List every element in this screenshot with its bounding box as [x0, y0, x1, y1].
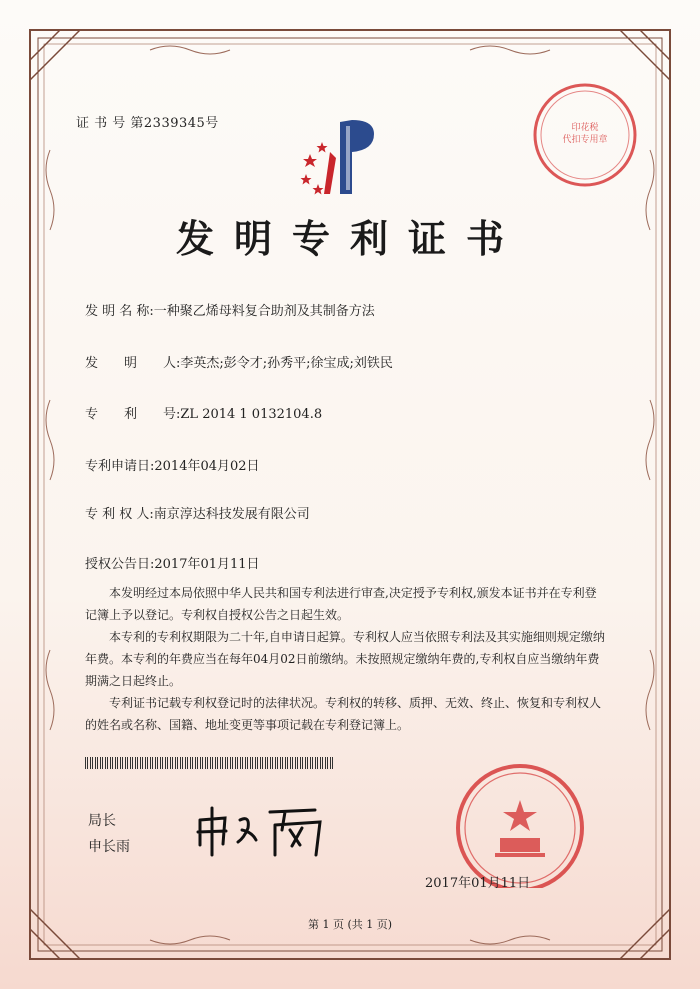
tax-seal	[530, 80, 640, 190]
barcode	[85, 757, 335, 769]
grant-date: 2017年01月11日	[154, 557, 260, 572]
patent-office-logo	[300, 112, 382, 202]
svg-text:印花税: 印花税	[571, 123, 599, 133]
body-paragraph: 本专利的专利权期限为二十年,自申请日起算。专利权人应当依照专利法及其实施细则规定缴纳年费。本专利的年费应当在每年04月02日前缴纳。未按照规定缴纳年费的,专利权自应当缴纳年费期满之日起终止。	[85, 630, 605, 688]
field-label: 发 明 名 称:	[85, 304, 154, 319]
svg-text:代扣专用章: 代扣专用章	[562, 135, 608, 145]
certificate-number: 证 书 号 第2339345号	[76, 116, 219, 131]
director-title: 局长	[88, 813, 116, 829]
document-title: 发明专利证书	[175, 216, 524, 261]
patentee: 南京淳达科技发展有限公司	[153, 507, 310, 522]
invention-name: 一种聚乙烯母料复合助剂及其制备方法	[153, 304, 375, 319]
body-paragraph: 本发明经过本局依照中华人民共和国专利法进行审查,决定授予专利权,颁发本证书并在专利登记簿上予以登记。专利权自授权公告之日起生效。	[85, 586, 597, 622]
field-label: 发 明 人:	[85, 356, 181, 371]
handwritten-signature	[190, 800, 330, 860]
field-label: 专 利 权 人:	[85, 507, 154, 522]
field-label: 授权公告日:	[85, 557, 155, 572]
inventors: 李英杰;彭令才;孙秀平;徐宝成;刘铁民	[180, 356, 393, 371]
patent-number: ZL 2014 1 0132104.8	[180, 407, 323, 422]
page-indicator: 第 1 页 (共 1 页)	[307, 918, 393, 931]
invention-name-field	[85, 300, 375, 319]
certificate-body	[85, 582, 605, 736]
application-date-field	[85, 455, 260, 474]
seal-date: 2017年01月11日	[425, 876, 531, 891]
patentee-field	[85, 503, 310, 522]
field-label: 专利申请日:	[85, 459, 155, 474]
inventors-field	[85, 352, 393, 371]
director-name: 申长雨	[88, 839, 130, 855]
body-paragraph: 专利证书记载专利权登记时的法律状况。专利权的转移、质押、无效、终止、恢复和专利权人的姓名或名称、国籍、地址变更等事项记载在专利登记簿上。	[85, 696, 602, 732]
application-date: 2014年04月02日	[154, 459, 260, 474]
official-seal	[400, 758, 640, 888]
patent-number-field	[85, 403, 322, 422]
grant-date-field	[85, 553, 260, 572]
field-label: 专 利 号:	[85, 407, 181, 422]
